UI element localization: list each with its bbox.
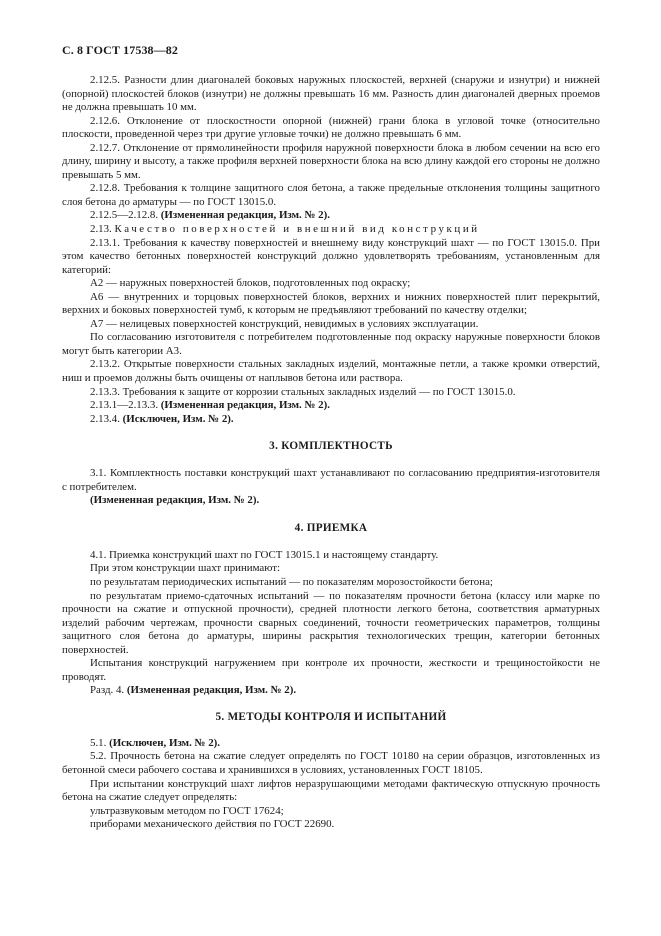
page-header: С. 8 ГОСТ 17538—82 [62,43,178,57]
paragraph-5-lift: При испытании конструкций шахт лифтов неразрушающими методами фактическую отпускную прочность бетона на сжатие следует определять: [62,777,600,804]
amendment-note: (Исключен, Изм. № 2). [122,412,234,425]
paragraph-a7: А7 — нелицевых поверхностей конструкций, невидимых в условиях эксплуатации. [90,317,479,330]
paragraph-5-1 [62,737,600,751]
paragraph-a2: А2 — наружных поверхностей блоков, подготовленных под окраску; [90,277,411,290]
clause-title: Качество поверхностей и внешний вид конструкций [114,223,480,236]
paragraph-2-12-7: 2.12.7. Отклонение от прямолинейности профиля наружной поверхности блока в любом сечении на всю его длину, ширину и высоту, а также профиля верхней поверхности блока на всю длину каждой его стороны не должно превышать 5 мм. [62,141,600,181]
clause-number: 5.1. [90,736,110,749]
paragraph-4-amendment [62,684,600,698]
clause-number: 2.13. [90,223,115,236]
amendment-note: (Исключен, Изм. № 2). [109,736,220,749]
paragraph-4-periodic: по результатам периодических испытаний — по показателям морозостойкости бетона; [90,575,493,588]
paragraph-2-13 [62,223,600,237]
clause-number: 2.13.1—2.13.3. [90,399,161,412]
paragraph-4-1: 4.1. Приемка конструкций шахт по ГОСТ 13015.1 и настоящему стандарту. [90,548,439,561]
amendment-note: (Измененная редакция, Изм. № 2). [126,684,297,697]
section-heading-5: 5. МЕТОДЫ КОНТРОЛЯ И ИСПЫТАНИЙ [215,710,447,723]
clause-number: 2.12.5—2.12.8. [90,209,161,222]
clause-number: 2.13.4. [90,412,123,425]
paragraph-3-amendment: (Измененная редакция, Изм. № 2). [90,494,260,507]
amendment-note: (Измененная редакция, Изм. № 2). [160,399,330,412]
paragraph-2-13-4 [62,413,600,427]
paragraph-2-13-range [62,399,600,413]
paragraph-2-12-range [62,209,600,223]
document-body [62,74,600,832]
clause-number: Разд. 4. [90,684,127,697]
paragraph-4-accept: При этом конструкции шахт принимают: [90,562,281,575]
paragraph-2-13-2: 2.13.2. Открытые поверхности стальных закладных изделий, монтажные петли, а также кромки отверстий, ниш и проемов должны быть очищены от наплывов бетона или раствора. [62,358,600,385]
paragraph-2-13-1: 2.13.1. Требования к качеству поверхностей и внешнему виду конструкций шахт — по ГОСТ 13015.0. При этом качество бетонных поверхностей конструкций должно удовлетворять требованиям, установленным для категорий: [62,236,600,276]
paragraph-3-1: 3.1. Комплектность поставки конструкций шахт устанавливают по согласованию предприятия-изготовителя с потребителем. [62,467,600,493]
paragraph-5-2: 5.2. Прочность бетона на сжатие следует определять по ГОСТ 10180 на серии образцов, изготовленных из бетонной смеси рабочего состава и хранившихся в условиях, установленных ГОСТ 18105. [62,750,600,776]
paragraph-2-13-3: 2.13.3. Требования к защите от коррозии стальных закладных изделий — по ГОСТ 13015.0. [90,385,516,398]
paragraph-5-ultrasonic: ультразвуковым методом по ГОСТ 17624; [90,804,284,817]
paragraph-4-load-tests: Испытания конструкций нагружением при контроле их прочности, жесткости и трещиностойкости не проводят. [62,657,600,683]
amendment-note: (Измененная редакция, Изм. № 2). [160,209,330,222]
paragraph-agreement: По согласованию изготовителя с потребителем подготовленные под окраску наружные поверхности блоков могут быть категории А3. [62,331,600,357]
paragraph-4-delivery: по результатам приемо-сдаточных испытаний — по показателям прочности бетона (классу или марке по прочности на сжатие и отпускной прочности), средней плотности легкого бетона, соответствия арматурных изделий рабочим чертежам, прочности сварных соединений, точности геометрических параметров, толщины защитного слоя бетона до арматуры, ширины раскрытия технологических трещин, категории бетонных поверхностей. [62,589,600,656]
paragraph-a6: А6 — внутренних и торцовых поверхностей блоков, верхних и нижних поверхностей плит перекрытий, верхних и боковых поверхностей тумб, к которым не предъявляют требований по качеству отделки; [62,290,600,317]
paragraph-2-12-5: 2.12.5. Разности длин диагоналей боковых наружных плоскостей, верхней (снаружи и изнутри) и нижней (опорной) плоскостей блоков (изнутри) не должны превышать 16 мм. Разность длин диагоналей дверных проемов не должна превышать 10 мм. [62,74,600,114]
paragraph-2-12-8: 2.12.8. Требования к толщине защитного слоя бетона, а также предельные отклонения толщины защитного слоя бетона до арматуры — по ГОСТ 13015.0. [62,182,600,208]
paragraph-5-mechanical: приборами механического действия по ГОСТ 22690. [90,818,335,831]
paragraph-2-12-6: 2.12.6. Отклонение от плоскостности опорной (нижней) грани блока в угловой точке (относительно плоскости, проведенной через три другие угловые точки) не должно превышать 6 мм. [62,114,600,141]
section-heading-3: 3. КОМПЛЕКТНОСТЬ [269,440,393,453]
section-heading-4: 4. ПРИЕМКА [294,521,368,534]
